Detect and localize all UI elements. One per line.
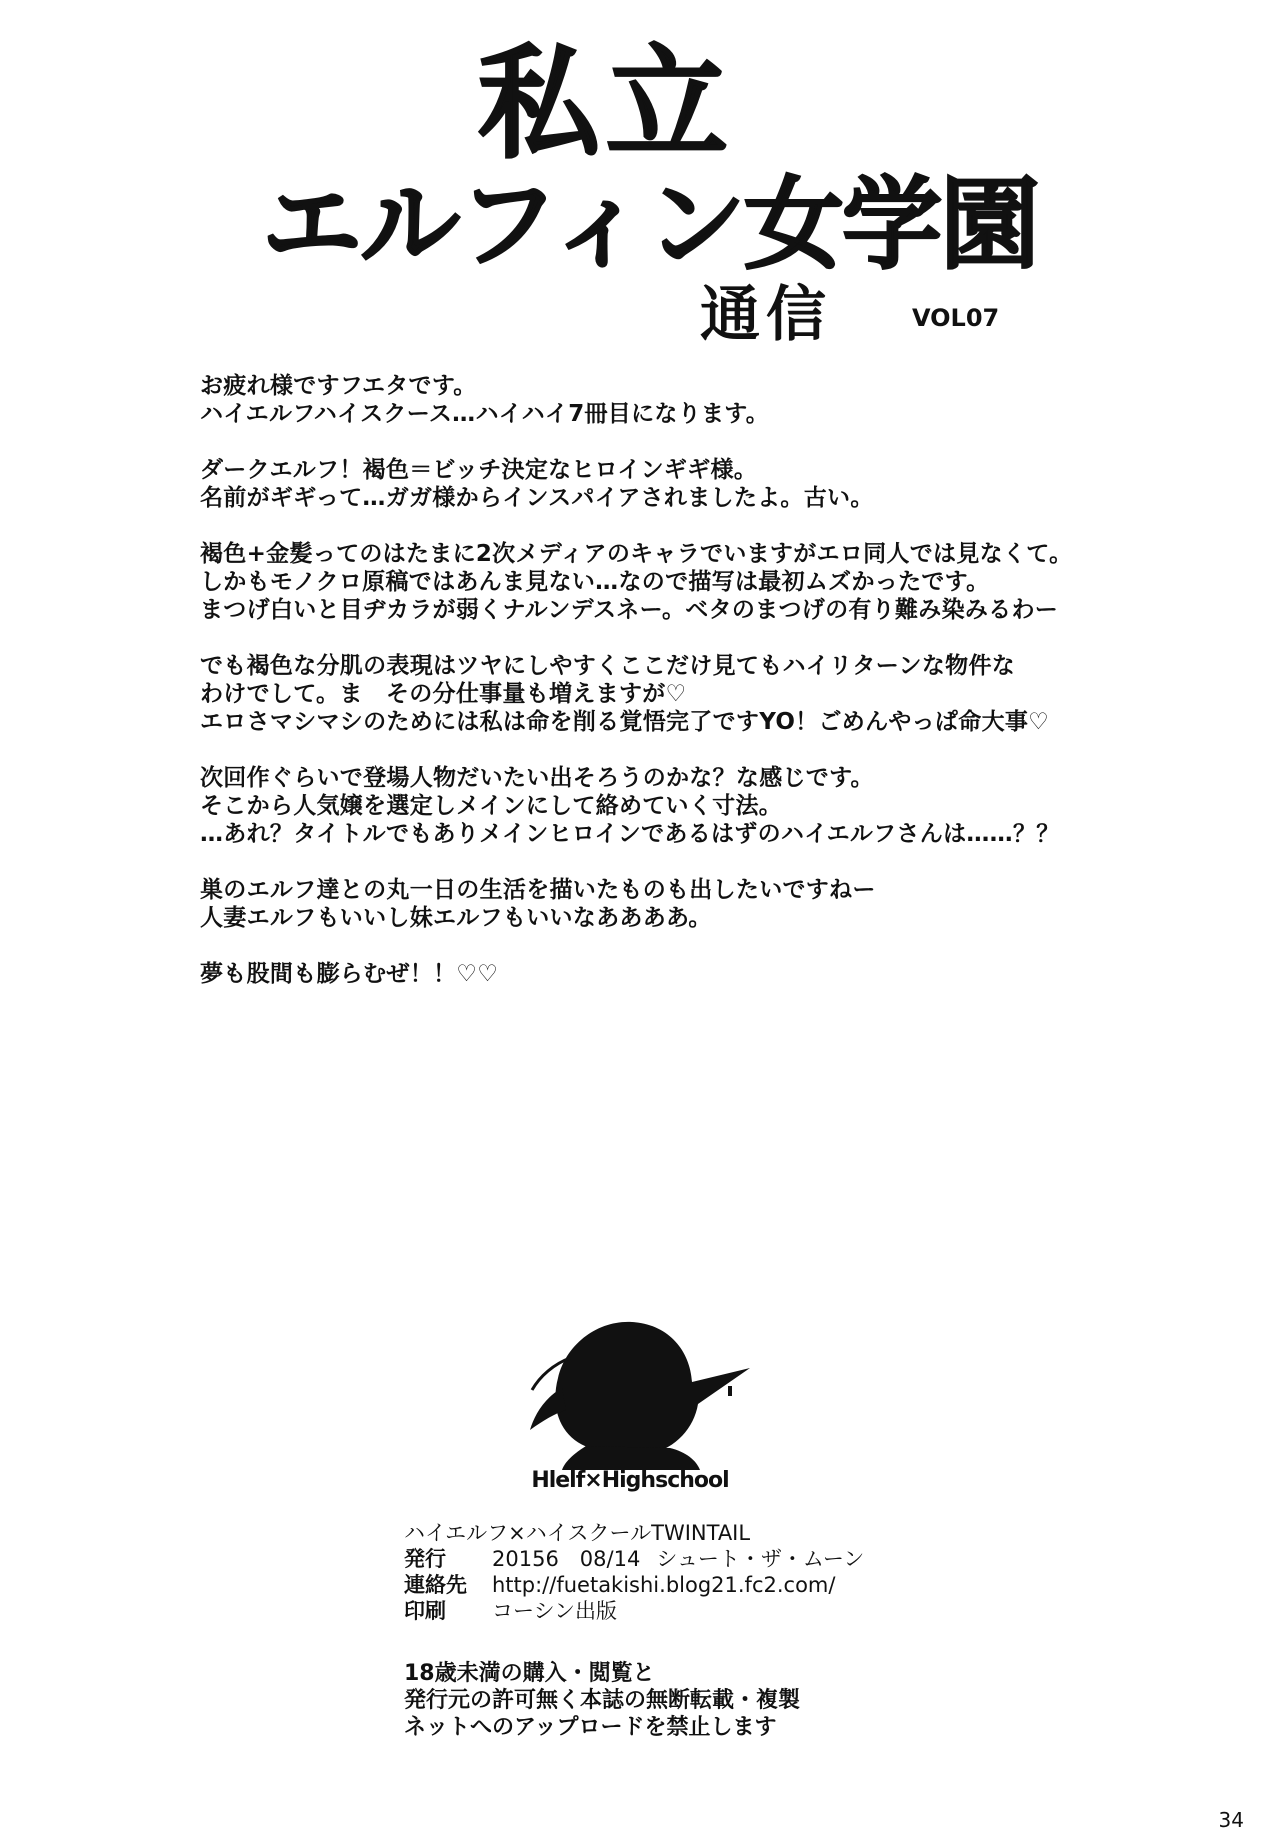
text-line: まつげ白いと目ヂカラが弱くナルンデスネー。ベタのまつげの有り難み染みるわー	[200, 597, 1059, 623]
contact-url: http://fuetakishi.blog21.fc2.com/	[492, 1573, 836, 1597]
title-line-1: 私立	[478, 31, 734, 175]
publish-label: 発行	[404, 1547, 446, 1571]
elf-silhouette-icon	[500, 1298, 760, 1473]
text-line: でも褐色な分肌の表現はツヤにしやすくここだけ見てもハイリターンな物件な	[200, 653, 1016, 679]
text-line: ダークエルフ！褐色＝ビッチ決定なヒロインギギ様。	[200, 457, 758, 483]
page-number: 34	[1218, 1808, 1244, 1832]
paragraph	[200, 456, 1160, 512]
text-line: お疲れ様ですフエタです。	[200, 373, 477, 399]
logo-text: Hlelf×Highschool	[531, 1468, 729, 1493]
text-line: …あれ？タイトルでもありメインヒロインであるはずのハイエルフさんは……？？	[200, 821, 1060, 847]
text-line: 名前がギギって…ガガ様からインスパイアされましたよ。古い。	[200, 485, 874, 511]
circle-logo	[500, 1298, 760, 1510]
text-line: 巣のエルフ達との丸一日の生活を描いたものも出したいですねー	[200, 877, 876, 903]
text-line: そこから人気嬢を選定しメインにして絡めていく寸法。	[200, 793, 783, 819]
publisher-name: シュート・ザ・ムーン	[656, 1547, 865, 1571]
text-line: エロさマシマシのためには私は命を削る覚悟完了ですYO！ごめんやっぱ命大事♡	[200, 709, 1050, 735]
print-row	[404, 1598, 1004, 1624]
contact-row	[404, 1572, 1004, 1598]
text-line: ハイエルフハイスクース…ハイハイ7冊目になります。	[200, 401, 770, 427]
text-line: しかもモノクロ原稿ではあんま見ない…なので描写は最初ムズかったです。	[200, 569, 990, 595]
notice-line: 18歳未満の購入・閲覧と	[404, 1661, 655, 1686]
notice-line: ネットへのアップロードを禁止します	[404, 1715, 777, 1740]
text-line: 次回作ぐらいで登場人物だいたい出そろうのかな？な感じです。	[200, 765, 874, 791]
publish-row	[404, 1546, 1004, 1572]
afterword-text	[200, 372, 1160, 1016]
title-line-2: エルフィン女学園	[262, 166, 1038, 283]
paragraph	[200, 764, 1160, 848]
paragraph	[200, 372, 1160, 428]
printer-name: コーシン出版	[492, 1599, 618, 1623]
paragraph	[200, 540, 1160, 624]
paragraph	[200, 960, 1160, 988]
print-label: 印刷	[404, 1599, 446, 1623]
text-line: 夢も股間も膨らむぜ！！♡♡	[200, 961, 499, 987]
book-title: ハイエルフ×ハイスクールTWINTAIL	[404, 1521, 751, 1545]
paragraph	[200, 876, 1160, 932]
text-line: 褐色+金髪ってのはたまに2次メディアのキャラでいますがエロ同人では見なくて。	[200, 541, 1073, 567]
text-line: わけでして。ま その分仕事量も増えますが♡	[200, 681, 687, 707]
colophon	[404, 1520, 1004, 1624]
text-line: 人妻エルフもいいし妹エルフもいいなああああ。	[200, 905, 712, 931]
legal-notice	[404, 1660, 1004, 1741]
publish-date: 20156 08/14	[492, 1547, 641, 1571]
contact-label: 連絡先	[404, 1573, 467, 1597]
volume-label: VOL07	[912, 304, 1000, 332]
notice-line: 発行元の許可無く本誌の無断転載・複製	[404, 1688, 801, 1713]
paragraph	[200, 652, 1160, 736]
title-line-3: 通信	[700, 280, 832, 350]
